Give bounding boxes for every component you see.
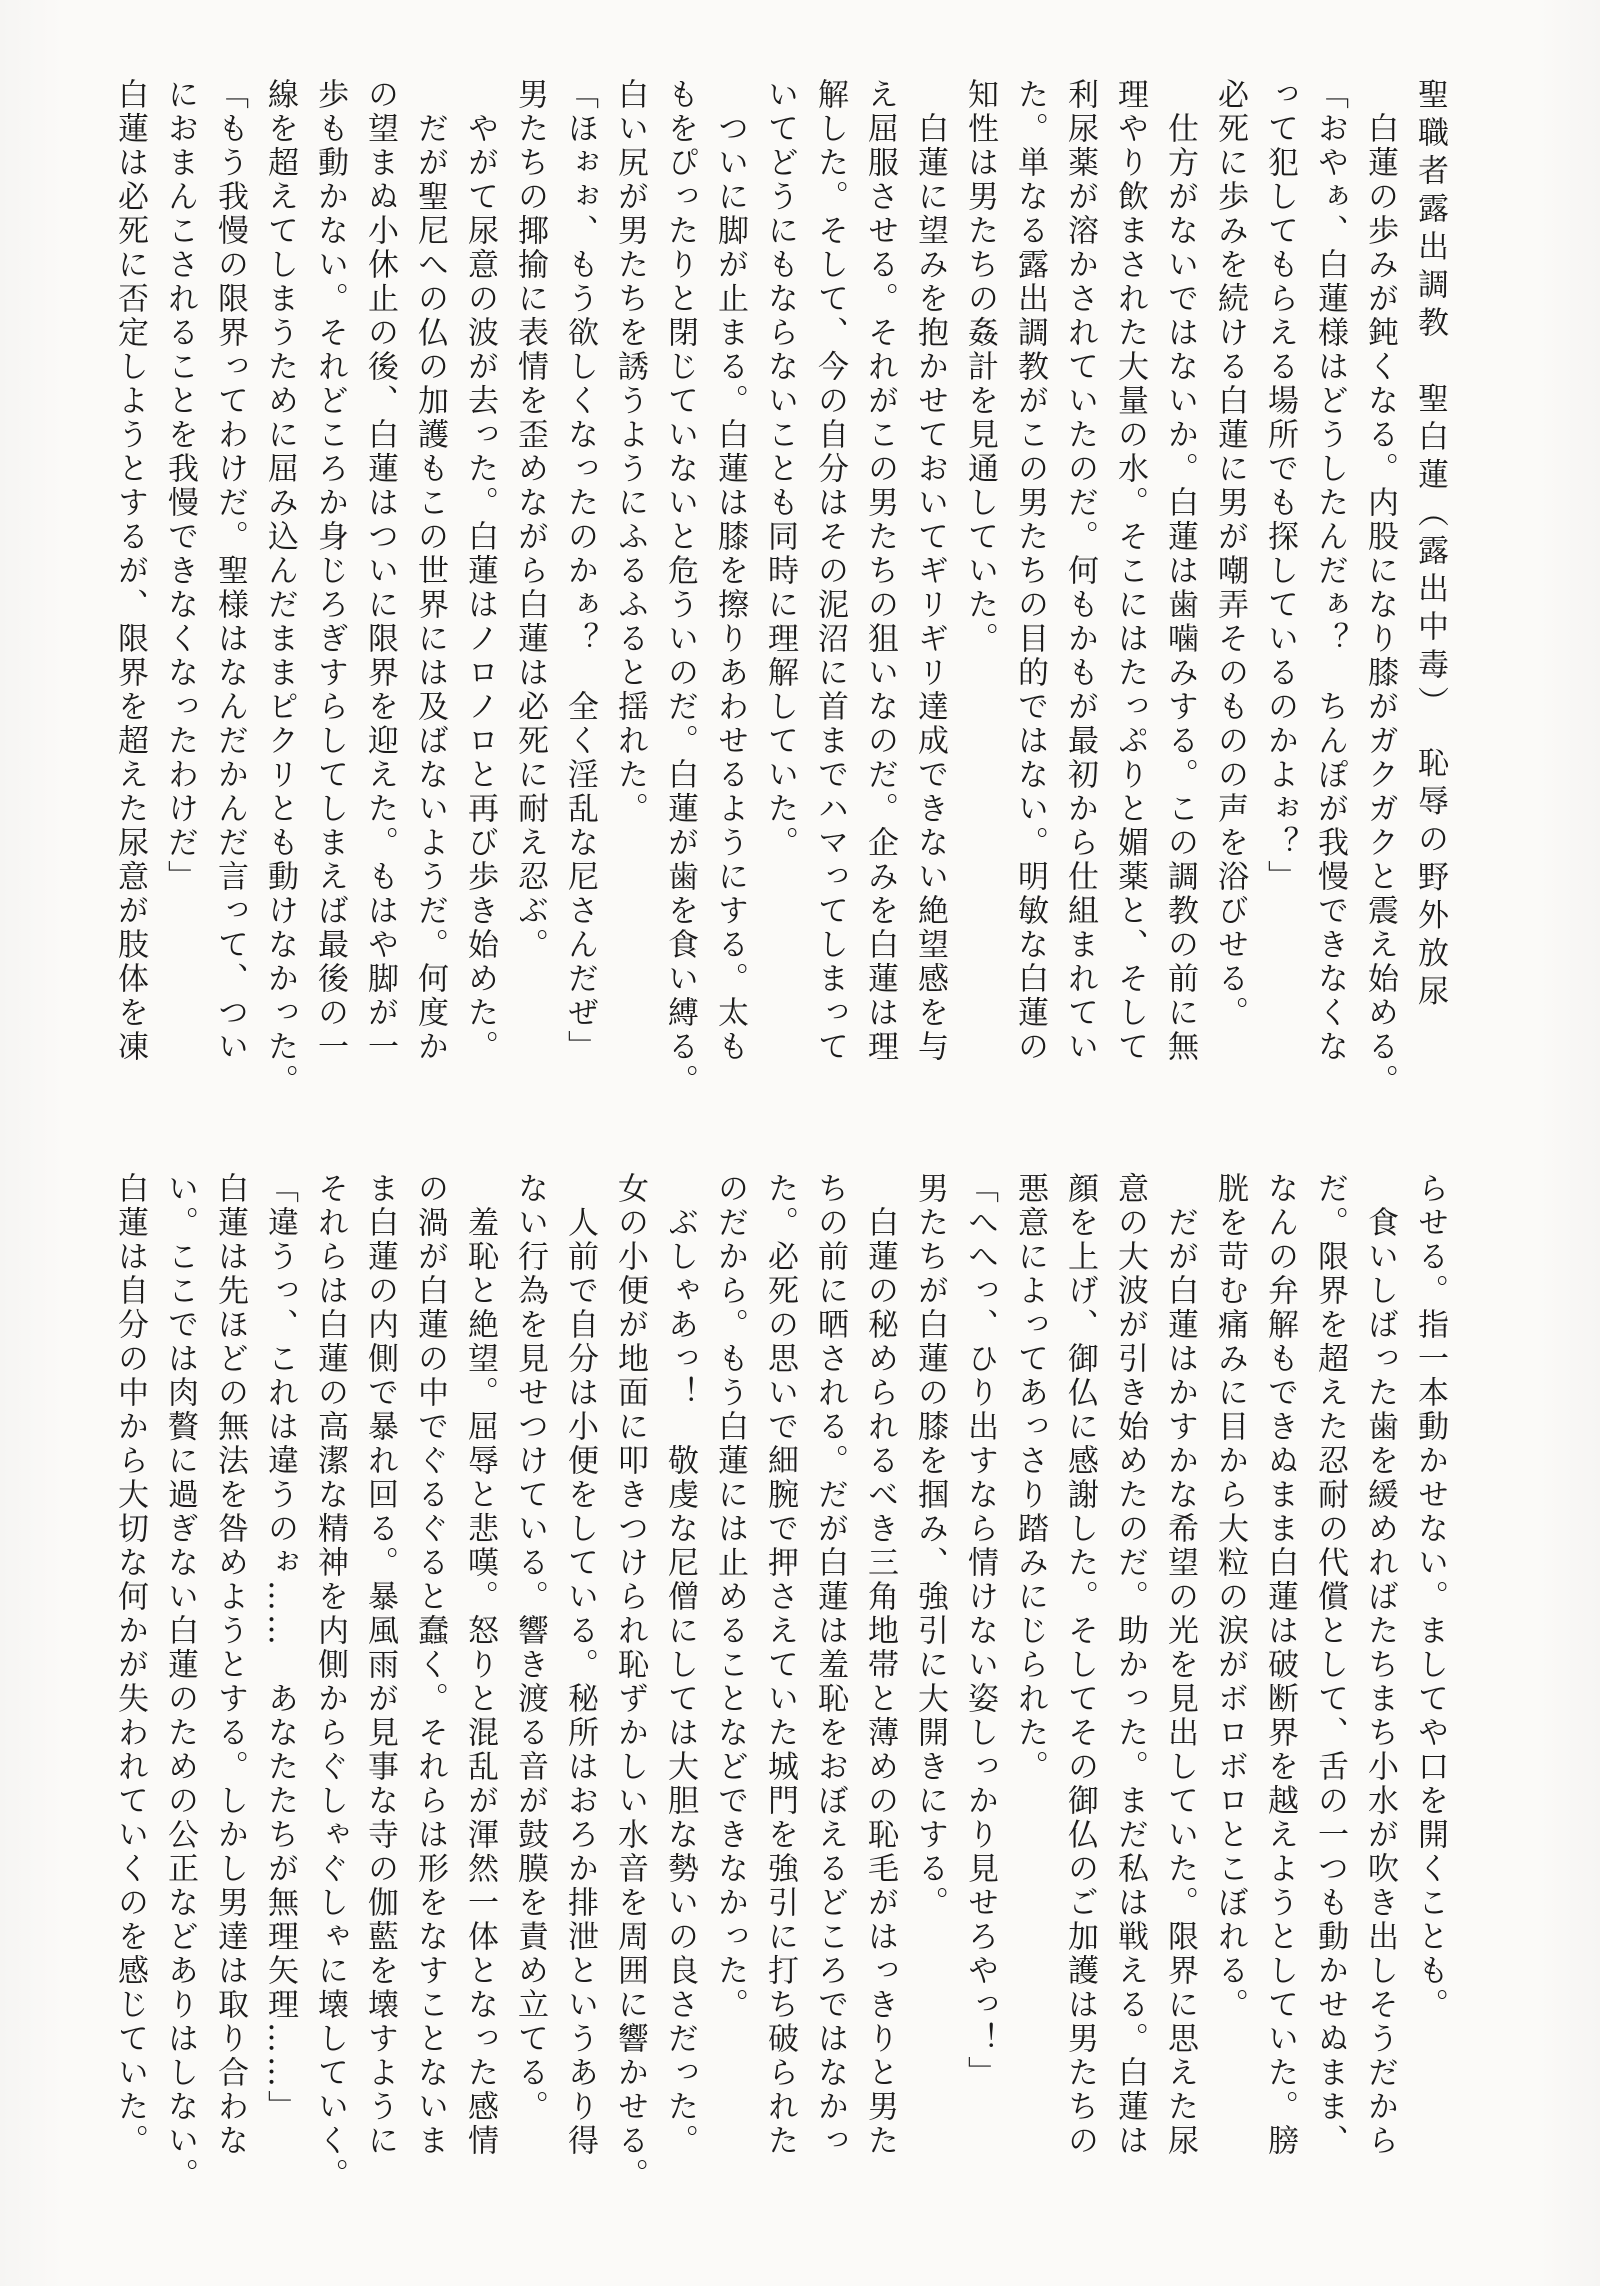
text-line: 男たちの揶揄に表情を歪めながら白蓮は必死に耐え忍ぶ。 (512, 78, 548, 962)
text-line: た。必死の思いで細腕で押さえていた城門を強引に打ち破られた (762, 1172, 798, 2158)
text-line: 「ほぉぉ、もう欲しくなったのかぁ？ 全く淫乱な尼さんだぜ」 (562, 78, 598, 1064)
text-line: 歩も動かない。それどころか身じろぎすらしてしまえば最後の一 (312, 78, 348, 1064)
text-line: 白い尻が男たちを誘うようにふるふると揺れた。 (612, 78, 648, 826)
text-line: って犯してもらえる場所でも探しているのかよぉ？」 (1262, 78, 1298, 894)
text-line: 悪意によってあっさり踏みにじられた。 (1012, 1172, 1048, 1784)
text-line: 白蓮は必死に否定しようとするが、限界を超えた尿意が肢体を凍 (112, 78, 148, 1064)
text-line: もをぴったりと閉じていないと危ういのだ。白蓮が歯を食い縛る。 (662, 78, 698, 1098)
text-line: 白蓮の秘められるべき三角地帯と薄めの恥毛がはっきりと男た (862, 1206, 898, 2158)
text-line: 「へへっ、ひり出すなら情けない姿しっかり見せろやっ！」 (962, 1172, 998, 2090)
text-line: 白蓮に望みを抱かせておいてギリギリ達成できない絶望感を与 (912, 112, 948, 1064)
text-line: 白蓮は先ほどの無法を咎めようとする。しかし男達は取り合わな (212, 1172, 248, 2158)
text-line: やがて尿意の波が去った。白蓮はノロノロと再び歩き始めた。 (462, 112, 498, 1064)
text-line: え屈服させる。それがこの男たちの狙いなのだ。企みを白蓮は理 (862, 78, 898, 1064)
text-line: の望まぬ小休止の後、白蓮はついに限界を迎えた。もはや脚が一 (362, 78, 398, 1064)
text-line: ま白蓮の内側で暴れ回る。暴風雨が見事な寺の伽藍を壊すように (362, 1172, 398, 2158)
text-line: 白蓮は自分の中から大切な何かが失われていくのを感じていた。 (112, 1172, 148, 2158)
text-line: ない行為を見せつけている。響き渡る音が鼓膜を責め立てる。 (512, 1172, 548, 2124)
text-line: だが白蓮はかすかな希望の光を見出していた。限界に思えた尿 (1162, 1206, 1198, 2158)
text-line: いてどうにもならないことも同時に理解していた。 (762, 78, 798, 860)
text-line: 必死に歩みを続ける白蓮に男が嘲弄そのものの声を浴びせる。 (1212, 78, 1248, 1030)
text-line: ぶしゃあっ！ 敬虔な尼僧にしては大胆な勢いの良さだった。 (662, 1206, 698, 2158)
text-line: 「もう我慢の限界ってわけだ。聖様はなんだかんだ言って、つい (212, 78, 248, 1064)
text-line: 利尿薬が溶かされていたのだ。何もかもが最初から仕組まれてい (1062, 78, 1098, 1064)
text-line: だ。限界を超えた忍耐の代償として、舌の一つも動かせぬまま、 (1312, 1172, 1348, 2158)
text-line: 人前で自分は小便をしている。秘所はおろか排泄というあり得 (562, 1206, 598, 2158)
text-line: 仕方がないではないか。白蓮は歯噛みする。この調教の前に無 (1162, 112, 1198, 1064)
text-line: 解した。そして、今の自分はその泥沼に首までハマってしまって (812, 78, 848, 1064)
text-line: 「おやぁ、白蓮様はどうしたんだぁ？ ちんぽが我慢できなくな (1312, 78, 1348, 1064)
text-line: 知性は男たちの姦計を見通していた。 (962, 78, 998, 656)
text-line: ついに脚が止まる。白蓮は膝を擦りあわせるようにする。太も (712, 112, 748, 1064)
upper-text-block (105, 78, 1455, 1143)
text-line: 胱を苛む痛みに目から大粒の涙がボロボロとこぼれる。 (1212, 1172, 1248, 2022)
text-line: の渦が白蓮の中でぐるぐると蠢く。それらは形をなすことないま (412, 1172, 448, 2158)
text-line: それらは白蓮の高潔な精神を内側からぐしゃぐしゃに壊していく。 (312, 1172, 348, 2192)
text-line: い。ここでは肉贅に過ぎない白蓮のための公正などありはしない。 (162, 1172, 198, 2192)
text-line: 食いしばった歯を緩めればたちまち小水が吹き出しそうだから (1362, 1206, 1398, 2158)
text-line: 「違うっ、これは違うのぉ…… あなたたちが無理矢理……」 (262, 1172, 298, 2124)
text-line: だが聖尼への仏の加護もこの世界には及ばないようだ。何度か (412, 112, 448, 1064)
text-line: 女の小便が地面に叩きつけられ恥ずかしい水音を周囲に響かせる。 (612, 1172, 648, 2192)
page-title: 聖職者露出調教 聖白蓮（露出中毒） 恥辱の野外放尿 (1412, 78, 1448, 1013)
text-line: 理やり飲まされた大量の水。そこにはたっぷりと媚薬と、そして (1112, 78, 1148, 1064)
text-line: 白蓮の歩みが鈍くなる。内股になり膝がガクガクと震え始める。 (1362, 112, 1398, 1098)
text-line: におまんこされることを我慢できなくなったわけだ」 (162, 78, 198, 894)
text-line: 男たちが白蓮の膝を掴み、強引に大開きにする。 (912, 1172, 948, 1920)
text-line: のだから。もう白蓮には止めることなどできなかった。 (712, 1172, 748, 2022)
text-line: なんの弁解もできぬまま白蓮は破断界を越えようとしていた。膀 (1262, 1172, 1298, 2158)
lower-text-block (105, 1172, 1455, 2242)
text-line: た。単なる露出調教がこの男たちの目的ではない。明敏な白蓮の (1012, 78, 1048, 1064)
text-line: 線を超えてしまうために屈み込んだままピクリとも動けなかった。 (262, 78, 298, 1098)
text-line: らせる。指一本動かせない。ましてや口を開くことも。 (1412, 1172, 1448, 2022)
text-line: ちの前に晒される。だが白蓮は羞恥をおぼえるどころではなかっ (812, 1172, 848, 2158)
text-line: 顔を上げ、御仏に感謝した。そしてその御仏のご加護は男たちの (1062, 1172, 1098, 2158)
text-line: 意の大波が引き始めたのだ。助かった。まだ私は戦える。白蓮は (1112, 1172, 1148, 2158)
text-line: 羞恥と絶望。屈辱と悲嘆。怒りと混乱が渾然一体となった感情 (462, 1206, 498, 2158)
